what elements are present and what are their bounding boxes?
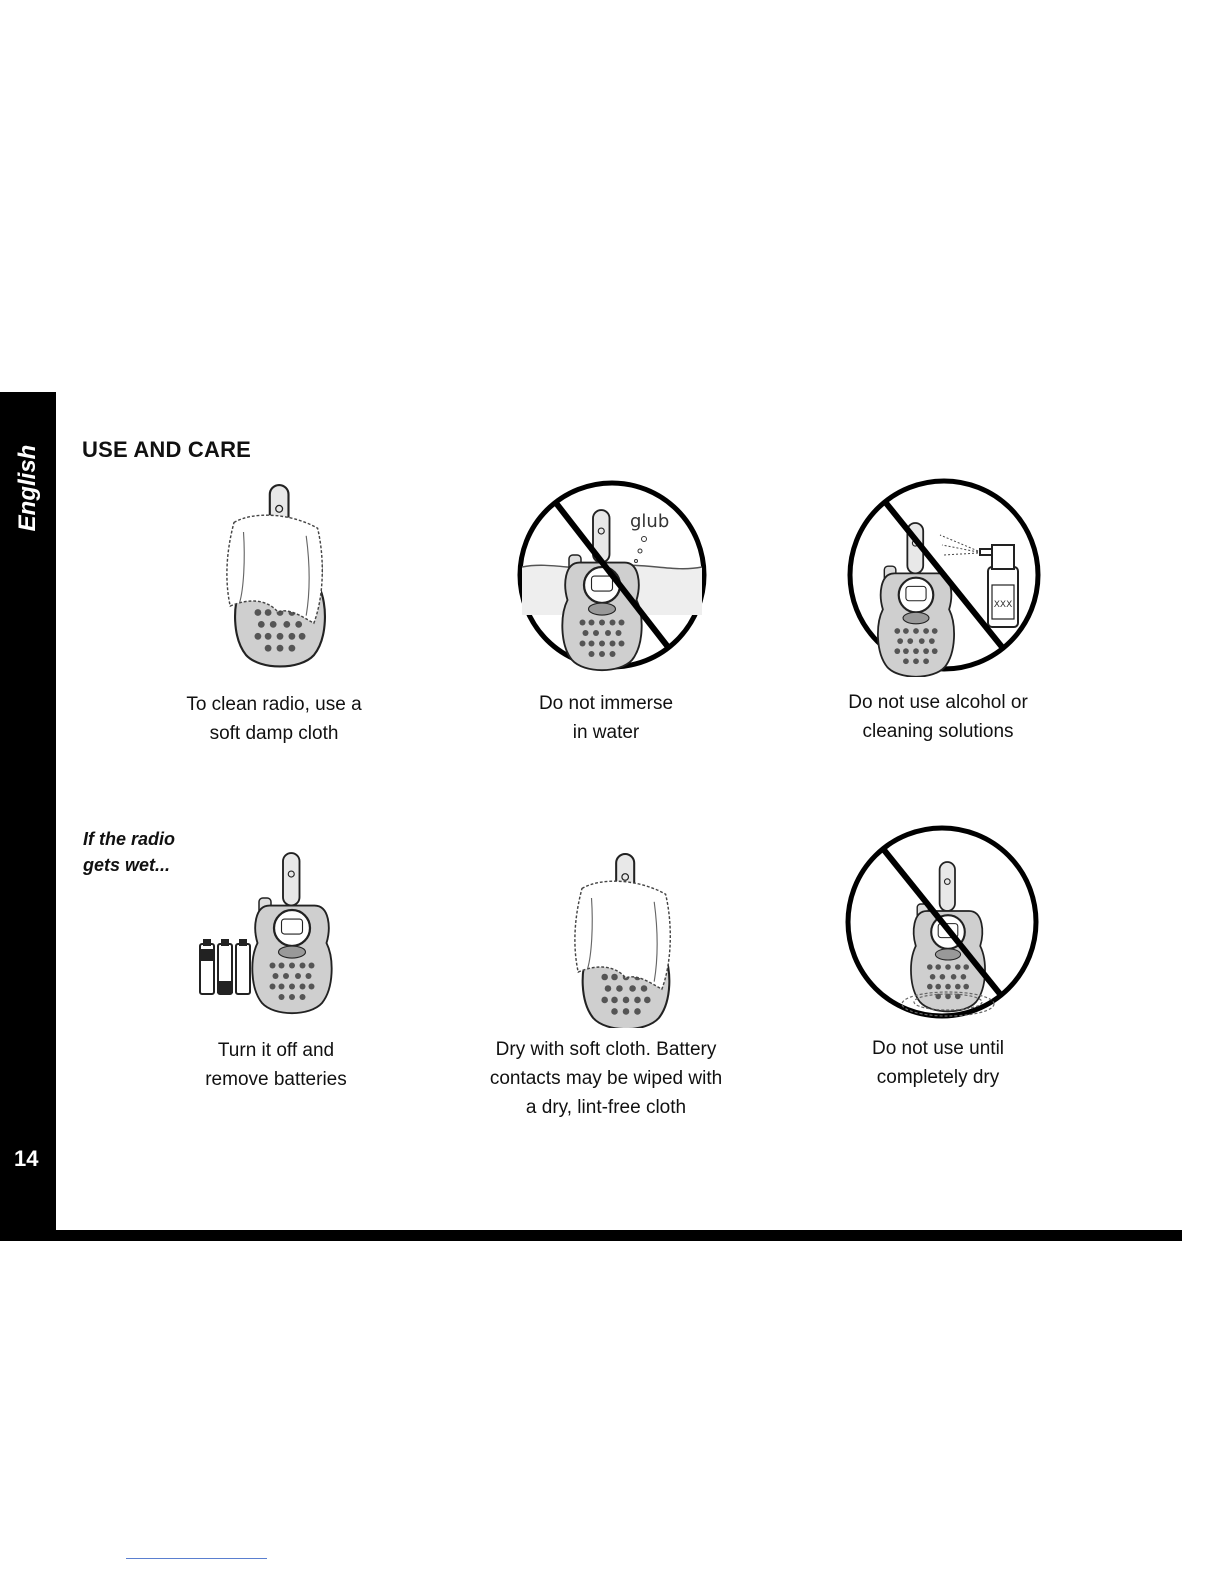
page-title: USE AND CARE <box>82 437 252 462</box>
caption-until-dry: Do not use until completely dry <box>871 1038 1005 1088</box>
remove-batteries-illustration <box>190 838 350 1018</box>
bottle-label-text: XXX <box>993 600 1013 610</box>
page-number: 14 <box>14 1146 39 1171</box>
no-immerse-illustration <box>512 475 712 675</box>
bottom-rule <box>0 1230 1182 1241</box>
caption-no-immerse: Do not immerse in water <box>538 693 674 743</box>
caption-remove-batteries: Turn it off and remove batteries <box>205 1040 347 1090</box>
wet-radio-subhead: If the radio gets wet... <box>83 829 176 875</box>
caption-clean-radio: To clean radio, use a soft damp cloth <box>186 694 362 744</box>
caption-no-alcohol: Do not use alcohol or cleaning solutions <box>848 692 1028 742</box>
dry-with-cloth-illustration <box>538 838 698 1028</box>
clean-with-cloth-illustration <box>200 470 360 670</box>
no-alcohol-illustration <box>842 473 1046 677</box>
caption-dry-cloth: Dry with soft cloth. Battery contacts may be wiped with a dry, lint-free cloth <box>489 1039 723 1118</box>
glub-sound-text: glub <box>630 511 670 532</box>
footer-line <box>126 1558 267 1559</box>
sidebar-language-label: English <box>14 444 41 532</box>
do-not-use-until-dry-illustration <box>840 820 1044 1024</box>
battery-icon <box>200 940 250 994</box>
